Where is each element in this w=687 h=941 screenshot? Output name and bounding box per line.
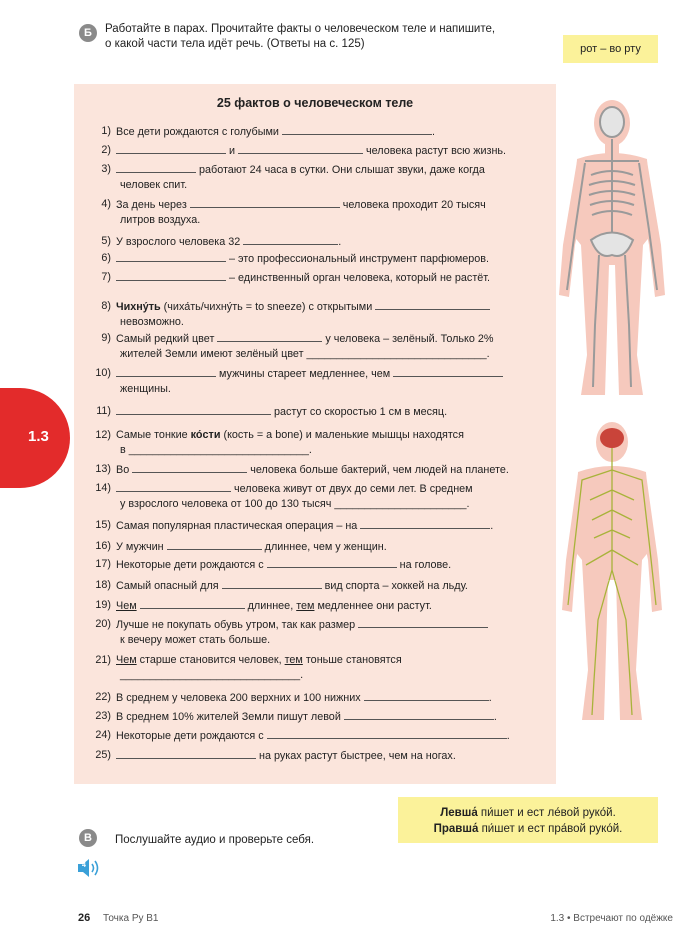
fact-number: 14)	[95, 482, 111, 494]
fact-text: работают 24 часа в сутки. Они слышат звуки, даже когда человек спит.	[116, 162, 548, 192]
chapter-tab	[0, 388, 70, 488]
fact-text: Самый редкий цвет у человека – зелёный. Только 2% жителей Земли имеют зелёный цвет ______________________________.	[116, 331, 548, 361]
fact-continuation: в ______________________________.	[120, 443, 312, 456]
answer-blank[interactable]	[140, 598, 245, 609]
fact-text: Чем старше становится человек, тем тоньше становятся ______________________________.	[116, 653, 548, 682]
answer-blank[interactable]	[222, 578, 322, 589]
audio-track-number: 4	[82, 862, 86, 869]
bold-word: ко́сти	[190, 429, 221, 441]
instruction-line-2: о какой части тела идёт речь. (Ответы на с. 125)	[105, 38, 365, 50]
fact-number: 19)	[95, 599, 111, 611]
answer-blank[interactable]	[116, 481, 231, 492]
fact-text: В среднем 10% жителей Земли пишут левой .	[116, 711, 497, 723]
facts-title: 25 фактов о человеческом теле	[216, 96, 414, 110]
fact-number: 6)	[101, 252, 111, 264]
fact-text: и человека растут всю жизнь.	[116, 143, 548, 159]
example-box: рот – во рту	[563, 35, 658, 63]
fact-text: За день через человека проходит 20 тысяч литров воздуха.	[116, 197, 548, 227]
skeleton-illustration	[555, 95, 670, 400]
audio-icon[interactable]	[76, 856, 102, 880]
chapter-title: 1.3 • Встречают по одёжке	[550, 913, 673, 924]
note-line-2	[398, 821, 658, 837]
fact-text: – это профессиональный инструмент парфюмеров.	[116, 251, 548, 267]
fact-text: У взрослого человека 32 .	[116, 236, 342, 248]
fact-continuation: жителей Земли имеют зелёный цвет ______________________________.	[120, 347, 490, 360]
answer-blank[interactable]	[116, 162, 196, 173]
answer-blank[interactable]	[217, 331, 322, 342]
answer-blank[interactable]	[132, 462, 247, 473]
fact-text: Чихну́ть (чиха́ть/чихну́ть = to sneeze) с открытыми невозможно.	[116, 299, 548, 329]
fact-text: Лучше не покупать обувь утром, так как размер к вечеру может стать больше.	[116, 617, 548, 647]
fact-number: 10)	[95, 367, 111, 379]
fact-number: 2)	[101, 144, 111, 156]
lefty-righty-note	[398, 797, 658, 843]
answer-blank[interactable]	[238, 143, 363, 154]
answer-blank[interactable]	[116, 748, 256, 759]
section-v-badge: В	[79, 829, 97, 847]
section-b-badge: Б	[79, 24, 97, 42]
answer-blank[interactable]	[364, 690, 489, 701]
fact-text: растут со скоростью 1 см в месяц.	[116, 404, 548, 420]
fact-number: 17)	[95, 558, 111, 570]
fact-text: Чем длиннее, тем медленнее они растут.	[116, 600, 432, 612]
fact-continuation: у взрослого человека от 100 до 130 тысяч ______________________.	[120, 497, 470, 510]
fact-number: 11)	[96, 405, 111, 417]
book-title: Точка Ру В1	[103, 913, 159, 924]
fact-number: 23)	[95, 710, 111, 722]
fact-text: мужчины стареет медленнее, чем женщины.	[116, 366, 548, 396]
fact-number: 20)	[95, 618, 111, 630]
fact-text: В среднем у человека 200 верхних и 100 нижних .	[116, 692, 492, 704]
fact-text: Самая популярная пластическая операция – на .	[116, 520, 494, 532]
underlined-word: тем	[284, 654, 303, 666]
instruction-line-1: Работайте в парах. Прочитайте факты о человеческом теле и напишите,	[105, 23, 496, 35]
answer-blank[interactable]	[116, 270, 226, 281]
section-v-instruction: Послушайте аудио и проверьте себя.	[115, 834, 315, 846]
fact-number: 4)	[101, 198, 111, 210]
fact-text: Во человека больше бактерий, чем людей на планете.	[116, 464, 509, 476]
fact-continuation: невозможно.	[120, 315, 184, 328]
section-b-instruction	[105, 22, 545, 52]
note-line-1	[398, 805, 658, 821]
answer-blank[interactable]	[243, 234, 338, 245]
fact-text: – единственный орган человека, который не растёт.	[116, 270, 548, 286]
fact-number: 1)	[101, 125, 111, 137]
answer-blank[interactable]	[360, 518, 490, 529]
fact-number: 16)	[95, 540, 111, 552]
chapter-tab-label: 1.3	[28, 428, 49, 445]
answer-blank[interactable]	[375, 299, 490, 310]
fact-number: 12)	[95, 429, 111, 441]
fact-number: 18)	[95, 579, 111, 591]
answer-blank[interactable]	[116, 251, 226, 262]
fact-continuation: женщины.	[120, 382, 171, 395]
fact-text: Все дети рождаются с голубыми .	[116, 126, 435, 138]
fact-continuation: ______________________________.	[120, 668, 304, 681]
fact-number: 5)	[101, 235, 111, 247]
fact-number: 25)	[95, 749, 111, 761]
fact-number: 21)	[95, 654, 111, 666]
note-rest-1: пи́шет и ест ле́вой руко́й.	[477, 807, 616, 819]
fact-text: на руках растут быстрее, чем на ногах.	[116, 748, 548, 764]
answer-blank[interactable]	[358, 617, 488, 628]
fact-number: 24)	[95, 729, 111, 741]
fact-text: Некоторые дети рождаются с на голове.	[116, 559, 452, 571]
note-word-right: Правша́	[433, 823, 479, 835]
fact-number: 15)	[95, 519, 111, 531]
fact-number: 8)	[101, 300, 111, 312]
page-number: 26	[78, 912, 91, 924]
fact-number: 3)	[101, 163, 111, 175]
fact-text: Самые тонкие ко́сти (кость = a bone) и маленькие мышцы находятся в ______________________________.	[116, 428, 548, 457]
fact-continuation: человек спит.	[120, 178, 188, 191]
answer-blank[interactable]	[116, 404, 271, 415]
answer-blank[interactable]	[393, 366, 503, 377]
answer-blank[interactable]	[190, 197, 340, 208]
answer-blank[interactable]	[267, 728, 507, 739]
underlined-word: тем	[296, 600, 315, 612]
fact-text: человека живут от двух до семи лет. В среднем у взрослого человека от 100 до 130 тысяч ______________________.	[116, 481, 548, 511]
answer-blank[interactable]	[282, 124, 432, 135]
fact-number: 7)	[101, 271, 111, 283]
bold-word: Чихну́ть	[116, 301, 161, 313]
note-word-left: Левша́	[440, 807, 478, 819]
fact-number: 13)	[95, 463, 111, 475]
underlined-word: Чем	[116, 600, 137, 612]
fact-continuation: к вечеру может стать больше.	[120, 633, 271, 646]
nervous-system-illustration	[562, 420, 667, 730]
answer-blank[interactable]	[116, 143, 226, 154]
fact-text: У мужчин длиннее, чем у женщин.	[116, 541, 387, 553]
note-rest-2: пи́шет и ест пра́вой руко́й.	[478, 823, 623, 835]
fact-continuation: литров воздуха.	[120, 213, 201, 226]
answer-blank[interactable]	[344, 709, 494, 720]
fact-number: 9)	[101, 332, 111, 344]
fact-number: 22)	[95, 691, 111, 703]
underlined-word: Чем	[116, 654, 137, 666]
answer-blank[interactable]	[167, 539, 262, 550]
answer-blank[interactable]	[116, 366, 216, 377]
fact-text: Самый опасный для вид спорта – хоккей на льду.	[116, 580, 468, 592]
fact-text: Некоторые дети рождаются с .	[116, 730, 510, 742]
answer-blank[interactable]	[267, 557, 397, 568]
